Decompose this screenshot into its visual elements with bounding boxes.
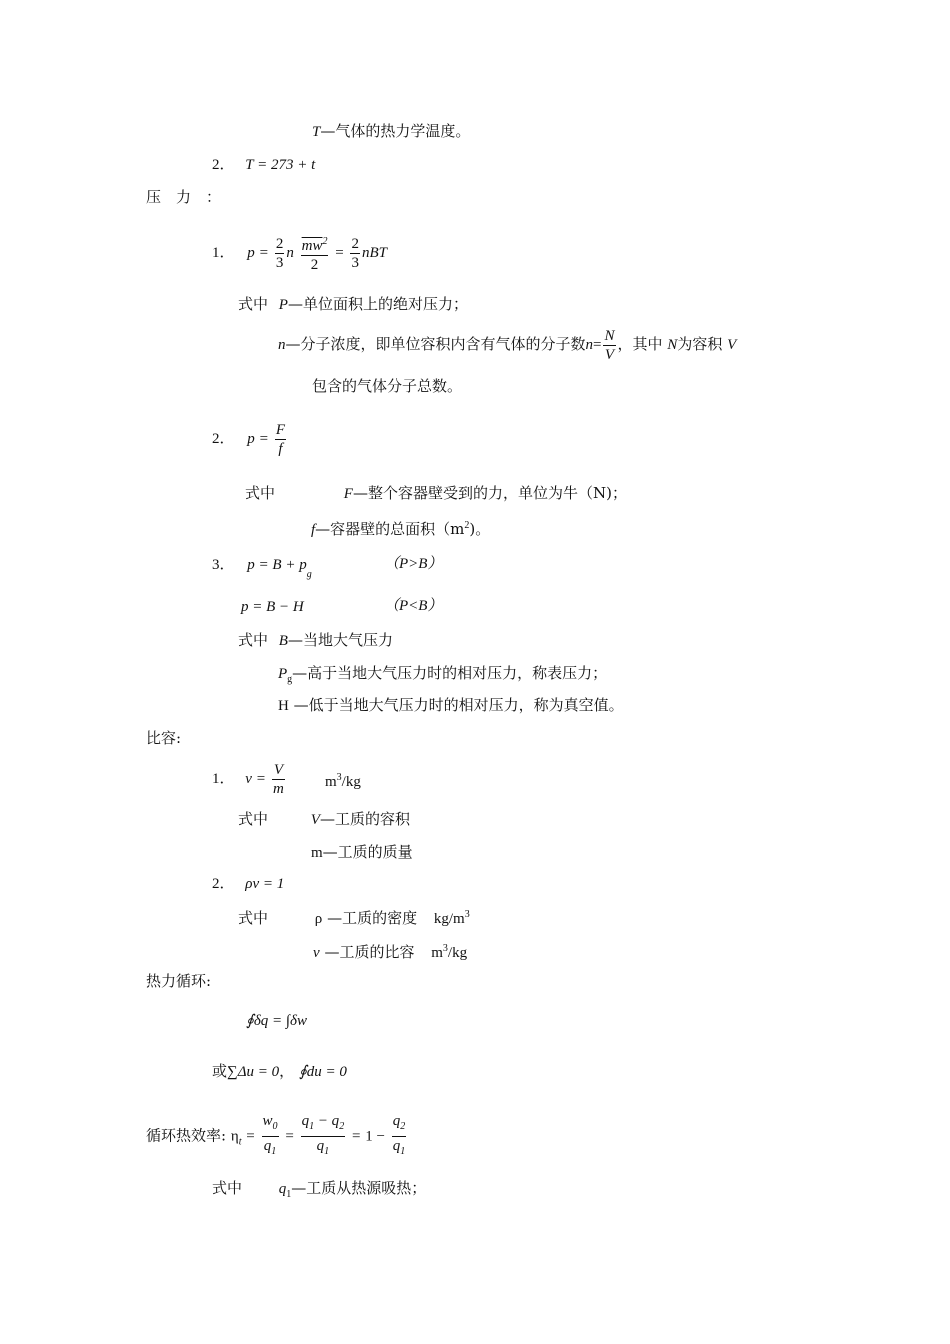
exponent: 3 [442,943,448,954]
exponent: 2 [322,235,328,247]
fraction [272,761,285,798]
subscript: g [306,569,312,580]
where-label: 式中 [212,1179,243,1197]
definition-text: —单位面积上的绝对压力； [287,295,468,313]
section-heading-specific-volume: 比容: [146,729,182,747]
fraction [301,1112,346,1161]
symbol: F [343,486,353,502]
symbol-eta: η [230,1128,239,1145]
definition-text: —工质的密度 [327,909,418,927]
cycle-formula-1: ∮δq = ∫δw [246,1013,307,1029]
denominator: 3 [275,254,284,271]
denominator: 3 [351,254,359,271]
numerator [262,1112,279,1137]
pressure-formula-1 [212,232,387,274]
symbol: q [301,1113,310,1129]
where-B [238,630,393,651]
cycle-formula-2 [212,1061,347,1082]
item-number: 3． [212,557,235,573]
subscript: 2 [400,1121,406,1132]
symbol: v [245,771,252,787]
operator: = [246,1128,255,1145]
operator: = [259,245,269,261]
numerator: V [273,761,283,778]
definition-text: —容器壁的总面积（m [315,520,465,538]
where-v [313,939,467,963]
symbol: p [247,431,255,447]
efficiency-label: 循环热效率: [146,1126,227,1145]
symbol: B [278,633,288,649]
symbol: P [278,297,288,313]
definition-text: —气体的热力学温度。 [320,122,471,140]
or-label: 或 [212,1062,228,1080]
subscript: 1 [324,1146,330,1157]
separator: ， [279,1062,295,1080]
text: )。 [469,520,491,538]
subscript: 1 [400,1146,406,1157]
item-number: 2． [212,431,235,447]
formula: ∑Δu = 0 [227,1064,280,1080]
operator: = [259,431,269,447]
formula: T = 273 + t [245,157,316,173]
symbol: f [311,522,316,538]
fraction [350,235,360,272]
denominator: f [278,440,283,457]
item-number: 1． [212,245,235,261]
where-rho [238,905,470,929]
section-heading-pressure: 压 力 ： [146,188,222,206]
mw-bar: $\overline{mw}$ [301,237,323,254]
symbol: P [278,666,288,682]
operator: = [285,1128,294,1145]
definition-text: —工质从热源吸热； [291,1179,427,1197]
unit-base: m [325,774,337,790]
subscript: g [287,674,293,685]
temperature-formula [212,154,315,175]
subscript: 1 [271,1146,277,1157]
where-label: 式中 [245,484,276,502]
symbol: v [313,945,320,961]
numerator [392,1112,407,1137]
subscript: 2 [339,1121,345,1132]
numerator: N [604,327,615,344]
symbol-T: T [312,124,321,140]
subscript: t [238,1136,242,1148]
where-label: 式中 [238,909,269,927]
where-label: 式中 [238,810,269,828]
symbol: q [392,1138,401,1154]
definition-text: —低于当地大气压力时的相对压力，称为真空值。 [288,696,624,714]
symbol: n [585,337,594,353]
unit-tail: /kg [447,945,468,961]
section-heading-cycle: 热力循环: [146,972,212,990]
pressure-formula-3a [212,554,443,581]
unit [325,758,361,802]
where-label: 式中 [238,295,269,313]
item-number: 2． [212,876,235,892]
operator: = [335,245,344,261]
cycle-efficiency [146,1112,408,1163]
fraction [603,327,615,364]
unit-base: m [431,945,443,961]
text: 为容积 [677,335,723,353]
definition-text: —高于当地大气压力时的相对压力，称表压力； [292,664,608,682]
formula: ∮du = 0 [298,1064,347,1080]
subscript: 1 [309,1121,315,1132]
where-P [238,294,468,315]
symbol: H [278,698,289,714]
symbol: N [667,337,678,353]
symbol: ρ [314,911,323,927]
operator: = [351,1128,361,1145]
symbol: q [263,1138,272,1154]
unit-tail: /kg [341,774,361,790]
symbol: − q [314,1113,340,1129]
numerator [301,233,329,256]
where-V [238,809,410,830]
definition-text: —工质的容积 [319,810,410,828]
symbol: q [278,1181,287,1197]
symbol: n [278,337,286,353]
symbol: q [316,1138,325,1154]
definition-text: —分子浓度，即单位容积内含有气体的分子数 [285,335,586,353]
unit-base: kg/m [433,911,465,927]
formula: p = B − H [241,599,304,615]
symbol: p [247,245,255,261]
denominator [301,1137,346,1161]
symbol: m [311,845,323,861]
where-m [311,842,413,863]
item-number: 2． [212,157,235,173]
operator: 1 − [365,1128,385,1145]
denominator: V [604,346,615,363]
where-Pg [278,663,607,690]
specific-volume-formula-2 [212,873,284,894]
denominator: 2 [310,256,319,273]
condition: （P<B） [384,598,443,614]
fraction [275,421,286,458]
where-n [278,324,736,365]
symbol: w [262,1113,273,1129]
symbol: nBT [361,245,387,261]
symbol: V [727,337,737,353]
denominator [262,1137,279,1161]
where-q1 [212,1178,426,1205]
exponent: 2 [464,520,470,531]
where-n-continued: 包含的气体分子总数。 [312,377,463,395]
denominator [392,1137,407,1161]
pressure-formula-2 [212,418,288,459]
denominator: m [273,780,284,797]
definition-text: —当地大气压力 [287,631,393,649]
temperature-definition [312,121,470,142]
item-number: 1． [212,771,235,787]
fraction [392,1112,407,1161]
definition-text: —工质的质量 [322,843,413,861]
specific-volume-formula-1 [212,758,361,799]
symbol: n [286,245,294,261]
subscript: 0 [272,1121,278,1132]
exponent: 3 [336,772,342,783]
symbol: q [392,1113,401,1129]
condition: （P>B） [384,556,443,572]
numerator: 2 [351,235,359,252]
symbol: V [310,812,320,828]
where-H [278,695,624,716]
where-F [245,483,627,504]
definition-text: —整个容器壁受到的力，单位为牛（N)； [352,484,627,502]
unit [434,911,470,927]
numerator: F [275,421,285,438]
numerator [301,1112,346,1137]
unit [431,945,467,961]
fraction [275,235,285,272]
operator: = [593,337,602,353]
text: ，其中 [617,335,663,353]
operator: = [256,771,266,787]
fraction [262,1112,279,1161]
exponent: 3 [464,909,470,920]
formula: ρv = 1 [245,876,285,892]
formula: p = B + p [247,557,307,573]
definition-text: —工质的比容 [324,943,415,961]
fraction [301,233,329,274]
numerator: 2 [275,235,284,252]
where-f [311,516,490,540]
where-label: 式中 [238,631,269,649]
pressure-formula-3b [241,596,443,617]
subscript: 1 [286,1189,292,1200]
